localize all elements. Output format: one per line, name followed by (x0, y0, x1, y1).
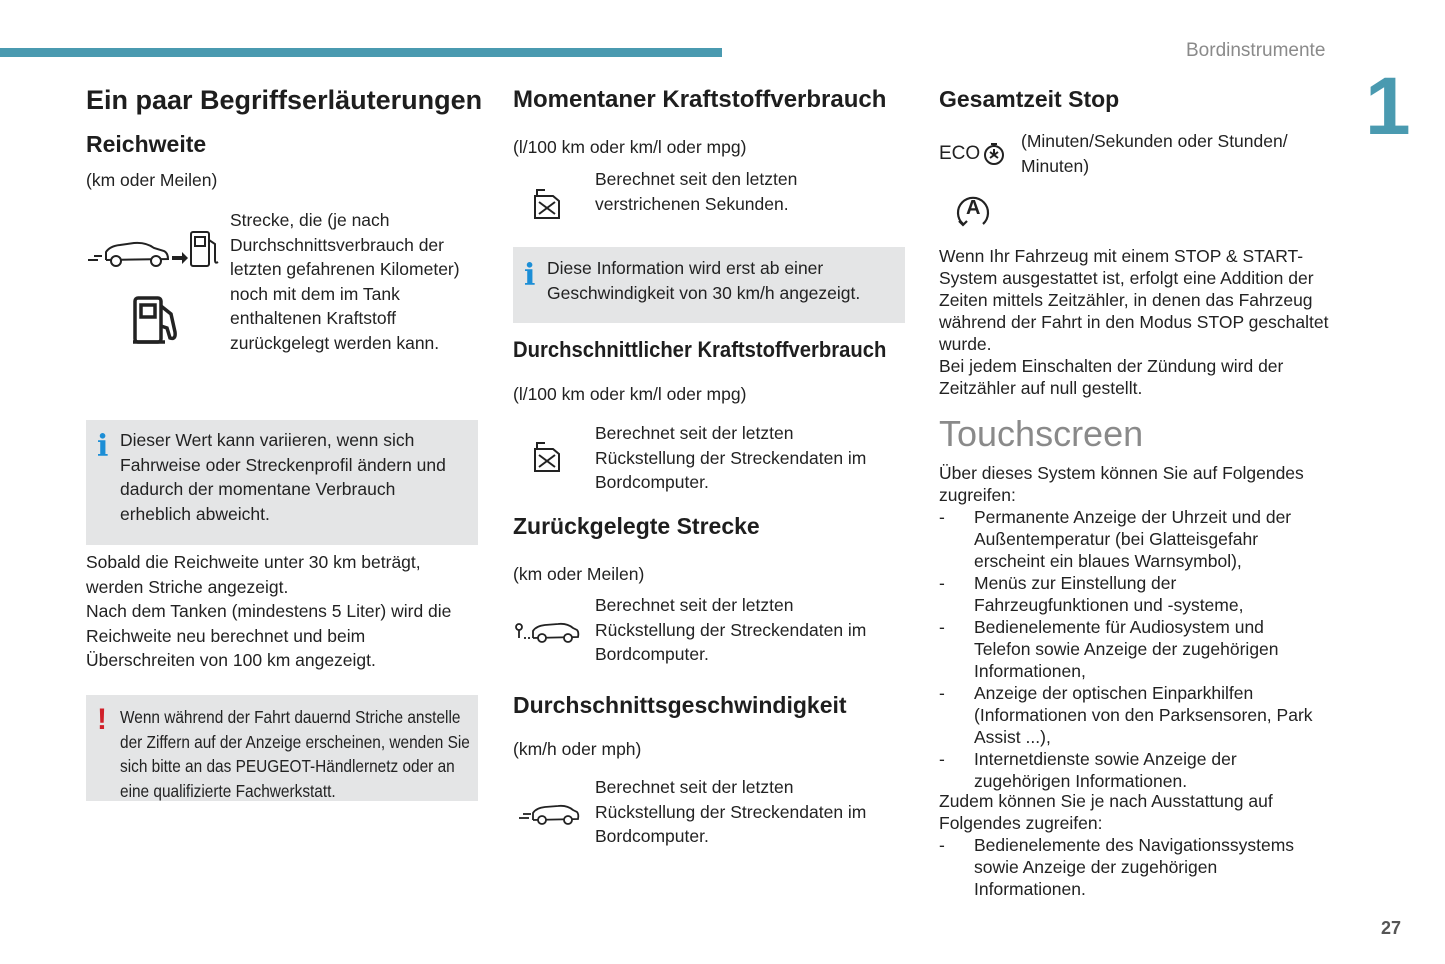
momentan-unit: (l/100 km oder km/l oder mpg) (513, 137, 747, 157)
reichweite-title: Reichweite (86, 131, 207, 157)
reichweite-unit: (km oder Meilen) (86, 170, 218, 190)
list-item: - Menüs zur Einstellung der Fahrzeugfunktionen und -systeme, (939, 572, 1319, 616)
fuel-can-icon (531, 186, 563, 222)
range-car-to-pump-icon (86, 226, 226, 270)
list-item: - Bedienelemente für Audiosystem und Telefon sowie Anzeige der zugehörigen Informationen, (939, 616, 1319, 682)
col1-title: Ein paar Begriffserläuterungen (86, 85, 483, 115)
info-box-range (86, 420, 478, 545)
page-number: 27 (1381, 918, 1402, 938)
touchscreen-feature-list (939, 506, 1319, 792)
touchscreen-title: Touchscreen (939, 413, 1144, 454)
list-item: - Permanente Anzeige der Uhrzeit und der Außentemperatur (bei Glatteisgefahr erscheint ein blaues Warnsymbol), (939, 506, 1319, 572)
section-name: Bordinstrumente (1186, 40, 1326, 61)
speed-car-icon (517, 800, 583, 828)
list-item: - Internetdienste sowie Anzeige der zugehörigen Informationen. (939, 748, 1319, 792)
warning-box (86, 695, 478, 801)
list-item: - Bedienelemente des Navigationssystems sowie Anzeige der zugehörigen Informationen. (939, 834, 1319, 900)
stop-description-1: Wenn Ihr Fahrzeug mit einem STOP & START-System ausgestattet ist, erfolgt eine Addition der Zeiten mittels Zeitzähler, in denen das Fahrzeug während der Fahrt in den Modus STOP geschaltet wurde. (939, 246, 1329, 354)
momentan-description: Berechnet seit den letzten verstrichenen Sekunden. (595, 169, 798, 214)
durchschnitt-unit: (l/100 km oder km/l oder mpg) (513, 384, 747, 404)
stop-description-2: Bei jedem Einschalten der Zündung wird der Zeitzähler auf null gestellt. (939, 356, 1284, 398)
fuel-pump-icon (131, 294, 183, 346)
info-box-speed (513, 247, 905, 323)
touchscreen-extra-list (939, 834, 1319, 900)
info-icon: i (97, 429, 109, 464)
geschw-title: Durchschnittsgeschwindigkeit (513, 692, 847, 718)
range-body-text-2: Nach dem Tanken (mindestens 5 Liter) wird die Reichweite neu berechnet und beim Überschreiten von 100 km angezeigt. (86, 601, 452, 670)
momentan-title: Momentaner Kraftstoffverbrauch (513, 86, 887, 113)
auto-label: A (966, 197, 981, 219)
touchscreen-intro: Über dieses System können Sie auf Folgendes zugreifen: (939, 463, 1304, 505)
list-item: - Anzeige der optischen Einparkhilfen (Informationen von den Parksensoren, Park Assist ...), (939, 682, 1319, 748)
stop-unit: (Minuten/Sekunden oder Stunden/ Minuten) (1021, 131, 1288, 176)
stop-title: Gesamtzeit Stop (939, 86, 1120, 112)
warning-icon: ! (97, 703, 107, 736)
chapter-number: 1 (1365, 61, 1411, 152)
touchscreen-extra-intro: Zudem können Sie je nach Ausstattung auf Folgendes zugreifen: (939, 791, 1273, 833)
geschw-description: Berechnet seit der letzten Rückstellung der Streckendaten im Bordcomputer. (595, 777, 867, 846)
eco-timer-icon (939, 141, 1007, 167)
reichweite-description: Strecke, die (je nach Durchschnittsverbrauch der letzten gefahrenen Kilometer) noch mit dem im Tank enthaltenen Kraftstoff zurückgelegt werden kann. (230, 210, 460, 353)
strecke-description: Berechnet seit der letzten Rückstellung der Streckendaten im Bordcomputer. (595, 595, 867, 664)
durchschnitt-description: Berechnet seit der letzten Rückstellung der Streckendaten im Bordcomputer. (595, 423, 867, 492)
range-body-text-1: Sobald die Reichweite unter 30 km beträgt, werden Striche angezeigt. (86, 552, 421, 597)
stopwatch-icon (981, 141, 1007, 167)
durchschnitt-title: Durchschnittlicher Kraftstoffverbrauch (513, 337, 887, 362)
distance-car-icon (513, 618, 581, 646)
eco-label: ECO (939, 143, 981, 164)
geschw-unit: (km/h oder mph) (513, 739, 642, 759)
strecke-unit: (km oder Meilen) (513, 564, 645, 584)
auto-stop-icon (955, 191, 991, 231)
strecke-title: Zurückgelegte Strecke (513, 513, 760, 539)
info-icon: i (524, 258, 536, 293)
fuel-can-icon (531, 439, 563, 475)
info-box-speed-text: Diese Information wird erst ab einer Geschwindigkeit von 30 km/h angezeigt. (547, 258, 861, 303)
header-accent-bar (0, 48, 722, 57)
info-box-range-text: Dieser Wert kann variieren, wenn sich Fahrweise oder Streckenprofil ändern und dadurch der momentane Verbrauch erheblich abweicht. (120, 430, 446, 524)
warning-text: Wenn während der Fahrt dauernd Striche anstelle der Ziffern auf der Anzeige erscheinen, wenden Sie sich bitte an das PEUGEOT-Händlernetz oder an eine qualifizierte Fachwerkstatt. (120, 707, 470, 801)
